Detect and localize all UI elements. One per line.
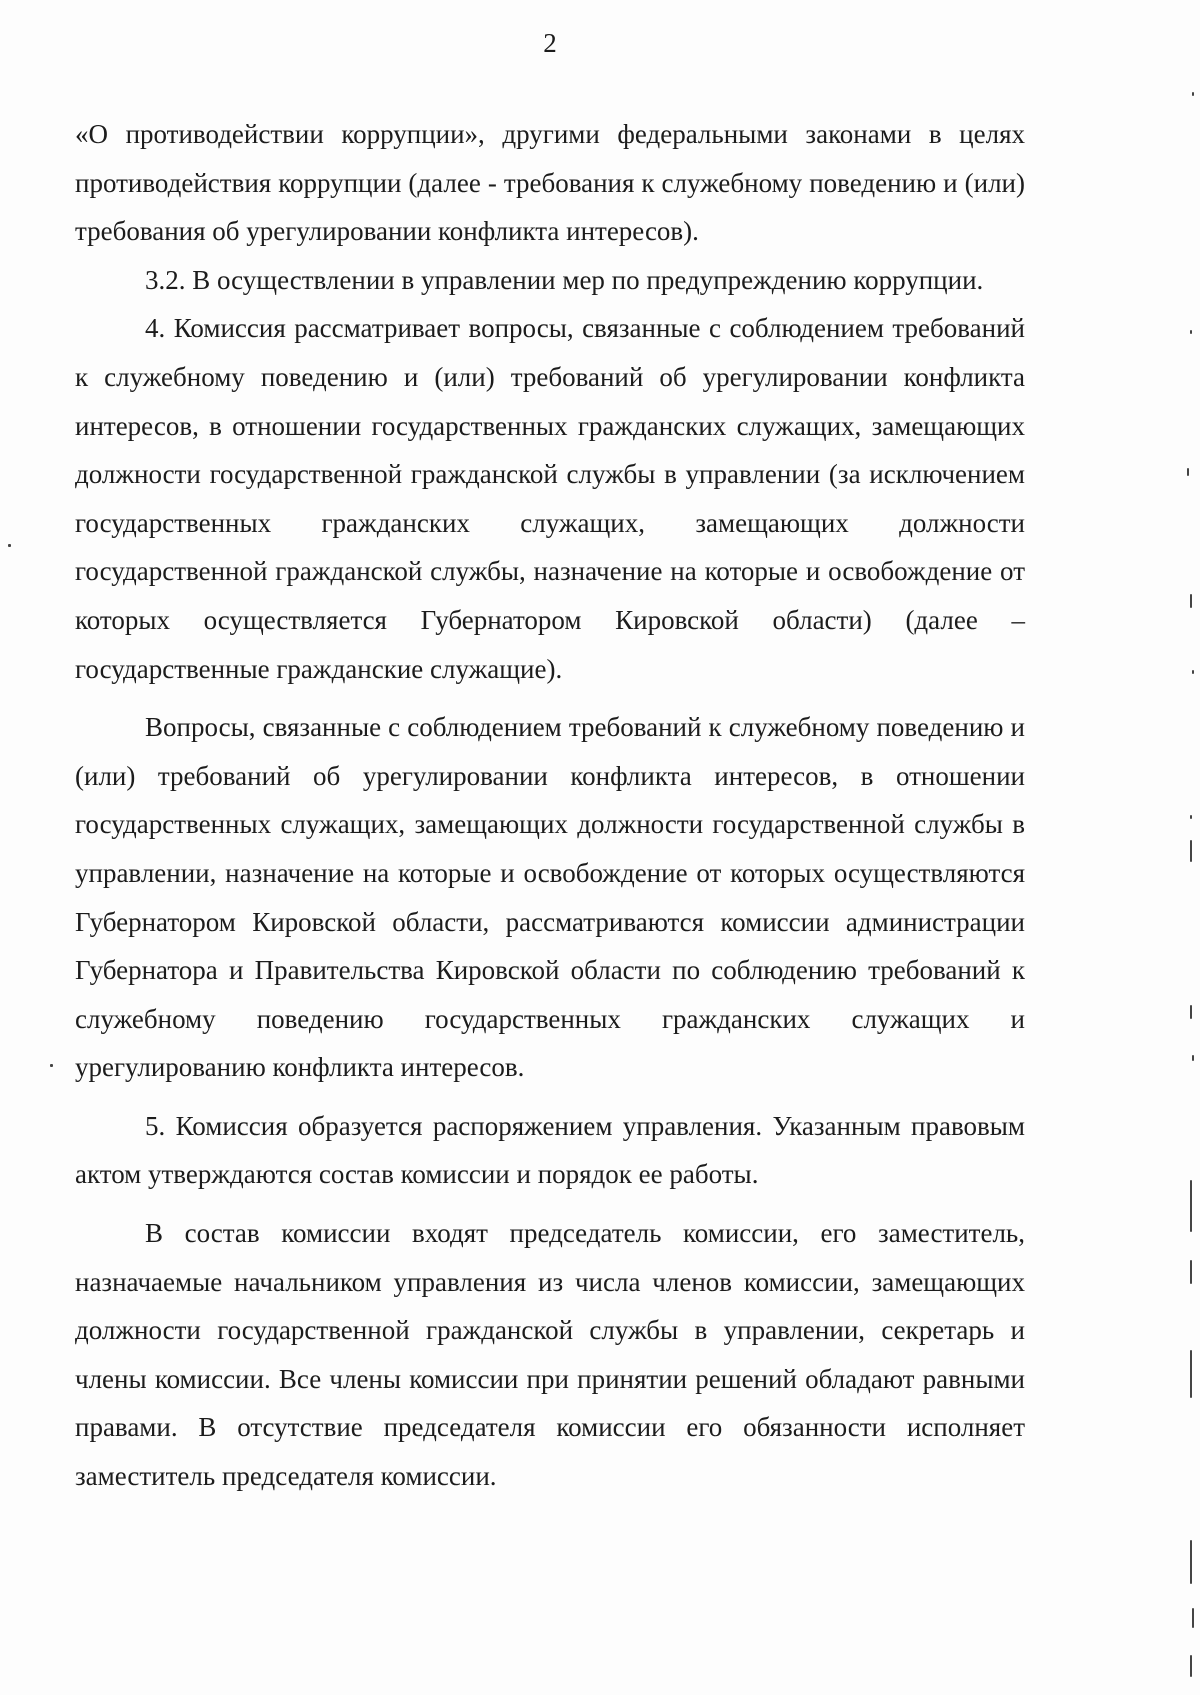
scan-speck (1190, 1655, 1192, 1677)
paragraph-composition: В состав комиссии входят председатель комиссии, его заместитель, назначаемые начальником управления из числа членов комиссии, замещающих должности государственной гражданской службы в управлении, секретарь и члены комиссии. Все члены комиссии при принятии решений обладают равными правами. В отсутствие председателя комиссии его обязанности исполняет заместитель председателя комиссии. (75, 1218, 1025, 1492)
scan-speck (1190, 1005, 1192, 1019)
scan-speck (1190, 1350, 1192, 1398)
scan-speck (50, 1064, 53, 1067)
paragraph-item-5: 5. Комиссия образуется распоряжением управления. Указанным правовым актом утверждаются состав комиссии и порядок ее работы. (75, 1110, 1025, 1190)
document-body (75, 110, 1025, 1501)
scan-speck (1190, 815, 1192, 819)
scan-speck (1192, 670, 1194, 674)
scan-speck (1190, 330, 1192, 334)
scan-speck (1190, 594, 1192, 608)
scan-speck (1192, 1055, 1194, 1061)
scan-speck (1192, 1608, 1194, 1628)
paragraph-item-4: 4. Комиссия рассматривает вопросы, связанные с соблюдением требований к служебному поведению и (или) требований об урегулировании конфликта интересов, в отношении государственных гражданских служащих, замещающих должности государственной гражданской службы в управлении (за исключением государственных гражданских служащих, замещающих должности государственной гражданской службы, назначение на которые и освобождение от которых осуществляется Губернатором Кировской области) (далее – государственные гражданские служащие). (75, 313, 1025, 684)
paragraph-item-3-2: 3.2. В осуществлении в управлении мер по предупреждению коррупции. (145, 264, 984, 295)
page-number: 2 (543, 28, 557, 58)
scan-speck (1190, 1540, 1192, 1584)
scan-speck (1190, 1180, 1192, 1232)
scan-speck (1190, 1260, 1192, 1284)
scan-speck (1190, 840, 1192, 862)
scan-speck (8, 544, 11, 547)
paragraph-continuation: «О противодействии коррупции», другими федеральными законами в целях противодействия коррупции (далее - требования к служебному поведению и (или) требования об урегулировании конфликта интересов). (75, 119, 1025, 247)
scan-speck (1187, 468, 1189, 476)
scan-speck (1192, 92, 1194, 96)
paragraph-questions: Вопросы, связанные с соблюдением требований к служебному поведению и (или) требований об урегулировании конфликта интересов, в отношении государственных служащих, замещающих должности государственной службы в управлении, назначение на которые и освобождение от которых осуществляются Губернатором Кировской области, рассматриваются комиссии администрации Губернатора и Правительства Кировской области по соблюдению требований к служебному поведению государственных гражданских служащих и урегулированию конфликта интересов. (75, 712, 1025, 1083)
